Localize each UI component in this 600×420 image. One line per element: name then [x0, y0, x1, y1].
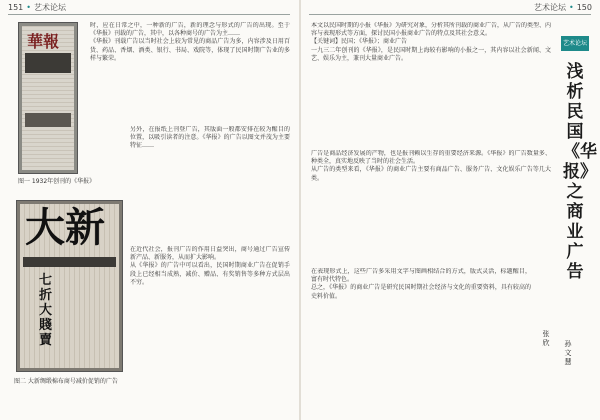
left-page: [0, 0, 299, 420]
newspaper-band-2: [25, 113, 71, 127]
ad-band: [23, 257, 116, 267]
left-text-block-2: [130, 126, 290, 236]
left-header-rule: [8, 14, 290, 15]
left-page-number: 151: [8, 3, 24, 12]
figure-2-caption: 图二 大新绸缎棉布商号减价促销的广告: [14, 378, 118, 385]
right-page-header: [534, 2, 592, 14]
figure-2-sale-sign: 七折大賤賣: [39, 273, 53, 348]
newspaper-band: [25, 53, 71, 73]
right-paragraph: 在表现形式上，这些广告多采用文字与图画相结合的方式，版式灵活，标题醒目，富有时代特色。: [311, 268, 531, 284]
right-section-label: 艺术论坛: [534, 3, 566, 12]
article-title: 浅析民国《华报》之商业广告: [563, 62, 597, 282]
author-1: 张欣: [542, 330, 550, 347]
figure-1-masthead: 華報: [27, 32, 60, 51]
right-page-number: 150: [576, 3, 592, 12]
left-page-header: [8, 2, 66, 14]
author-2: 孙文慧: [564, 340, 572, 366]
right-paragraph: 从广告的类型来看，《华报》的商业广告主要有商品广告、服务广告、文化娱乐广告等几大类。: [311, 166, 551, 182]
right-text-block-3: [311, 268, 531, 388]
left-paragraph: 另外，在报纸上刊登广告，其版面一般都安排在较为醒目的位置，以吸引读者的注意。《华报》的广告以图文并茂为主要特征……: [130, 126, 290, 150]
header-dot-icon: •: [569, 3, 574, 12]
section-tab: 艺术论坛: [561, 36, 589, 51]
right-paragraph: 一九三二年创刊的《华报》，是民国时期上海较有影响的小报之一，其内容以社会新闻、文艺、娱乐为主，兼刊大量商业广告。: [311, 46, 551, 62]
left-paragraph: 时，应在日常之中，一种新的广告，新的理念与形式的广告的出现。至于《华报》刊载的广告，其中，以各种商号的广告为主……: [90, 22, 290, 38]
left-paragraph: 在近代社会，报刊广告的作用日益突出，商号通过广告宣传新产品、新服务，从而扩大影响。: [130, 246, 290, 262]
right-paragraph: 总之，《华报》的商业广告是研究民国时期社会经济与文化的重要资料，具有较高的史料价值。: [311, 284, 531, 300]
figure-2-masthead: 大新: [25, 204, 105, 251]
left-paragraph: 《华报》刊载广告以当时社会上较为常见的商品广告为多，内容涉及日用百货、药品、香烟、酒类、银行、书局、戏院等，体现了民国时期广告业的多样与繁荣。: [90, 38, 290, 62]
header-dot-icon: •: [26, 3, 31, 12]
figure-2-ad-image: [16, 200, 123, 372]
left-text-block-1: [90, 22, 290, 118]
left-paragraph: 从《华报》的广告中可以看出，民国时期商业广告在促销手段上已经相当成熟，减价、赠品、有奖销售等多种方式层出不穷。: [130, 262, 290, 286]
figure-1-newspaper-image: [18, 22, 78, 174]
left-text-block-3: [130, 246, 290, 386]
right-paragraph: 广告是商品经济发展的产物，也是报刊赖以生存的重要经济来源。《华报》的广告数量多、种类全，真实地反映了当时的社会生活。: [311, 150, 551, 166]
abstract-paragraph: 本文以民国时期的小报《华报》为研究对象，分析其所刊载的商业广告，从广告的类型、内容与表现形式等方面，探讨民国小报商业广告的特点及其社会意义。: [311, 22, 551, 38]
left-section-label: 艺术论坛: [34, 3, 66, 12]
figure-1-caption: 图一 1932年创刊的《华报》: [18, 178, 96, 185]
right-page: [301, 0, 600, 420]
right-text-block-1: [311, 22, 551, 142]
keywords-paragraph: 【关键词】民国；《华报》；商业广告: [311, 38, 408, 46]
right-text-block-2: [311, 150, 551, 260]
right-header-rule: [309, 14, 591, 15]
